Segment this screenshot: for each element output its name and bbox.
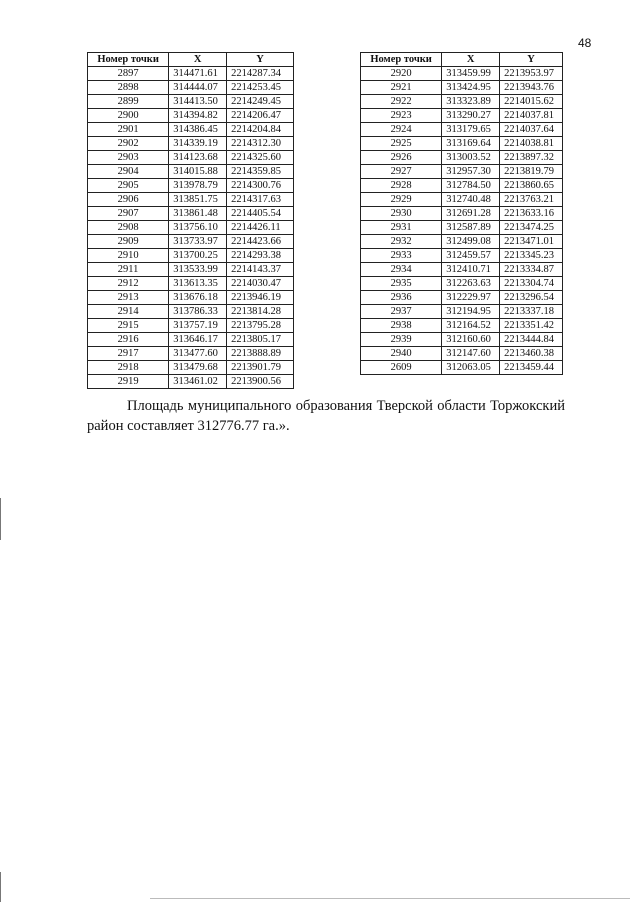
- cell-point-number: 2919: [88, 375, 169, 389]
- table-row: [88, 221, 294, 235]
- cell-x: 312410.71: [442, 263, 500, 277]
- header-y: Y: [500, 53, 563, 67]
- table-row: [88, 361, 294, 375]
- table-row: [361, 319, 563, 333]
- cell-point-number: 2910: [88, 249, 169, 263]
- table-row: [361, 291, 563, 305]
- right-table-body: [361, 67, 563, 375]
- header-x: X: [169, 53, 227, 67]
- cell-x: 313477.60: [169, 347, 227, 361]
- cell-point-number: 2937: [361, 305, 442, 319]
- cell-x: 314394.82: [169, 109, 227, 123]
- cell-y: 2214325.60: [227, 151, 294, 165]
- cell-y: 2213334.87: [500, 263, 563, 277]
- table-row: [361, 67, 563, 81]
- cell-x: 313786.33: [169, 305, 227, 319]
- cell-point-number: 2897: [88, 67, 169, 81]
- cell-x: 313700.25: [169, 249, 227, 263]
- cell-x: 313861.48: [169, 207, 227, 221]
- table-row: [88, 81, 294, 95]
- cell-y: 2213860.65: [500, 179, 563, 193]
- cell-x: 313533.99: [169, 263, 227, 277]
- cell-point-number: 2921: [361, 81, 442, 95]
- cell-y: 2213819.79: [500, 165, 563, 179]
- scan-margin-mark: [0, 498, 1, 540]
- scan-margin-mark: [0, 872, 1, 902]
- table-row: [88, 319, 294, 333]
- cell-point-number: 2903: [88, 151, 169, 165]
- table-row: [361, 193, 563, 207]
- cell-point-number: 2898: [88, 81, 169, 95]
- cell-point-number: 2909: [88, 235, 169, 249]
- table-row: [361, 109, 563, 123]
- cell-x: 314471.61: [169, 67, 227, 81]
- table-row: [361, 333, 563, 347]
- cell-y: 2214287.34: [227, 67, 294, 81]
- cell-y: 2213763.21: [500, 193, 563, 207]
- cell-y: 2213345.23: [500, 249, 563, 263]
- table-row: [88, 263, 294, 277]
- cell-x: 314386.45: [169, 123, 227, 137]
- table-row: [361, 137, 563, 151]
- cell-x: 313851.75: [169, 193, 227, 207]
- cell-x: 312499.08: [442, 235, 500, 249]
- cell-y: 2214038.81: [500, 137, 563, 151]
- left-table-body: [88, 67, 294, 389]
- cell-point-number: 2931: [361, 221, 442, 235]
- cell-y: 2213900.56: [227, 375, 294, 389]
- cell-point-number: 2904: [88, 165, 169, 179]
- area-statement: [87, 396, 565, 436]
- cell-x: 313461.02: [169, 375, 227, 389]
- cell-y: 2214037.64: [500, 123, 563, 137]
- cell-y: 2214204.84: [227, 123, 294, 137]
- cell-x: 312147.60: [442, 347, 500, 361]
- cell-x: 313179.65: [442, 123, 500, 137]
- table-row: [361, 207, 563, 221]
- cell-x: 314339.19: [169, 137, 227, 151]
- header-y: Y: [227, 53, 294, 67]
- cell-point-number: 2939: [361, 333, 442, 347]
- page-number: 48: [578, 36, 592, 50]
- table-row: [361, 165, 563, 179]
- cell-x: 314015.88: [169, 165, 227, 179]
- cell-y: 2214030.47: [227, 277, 294, 291]
- cell-y: 2213943.76: [500, 81, 563, 95]
- cell-y: 2213901.79: [227, 361, 294, 375]
- cell-point-number: 2918: [88, 361, 169, 375]
- cell-x: 313978.79: [169, 179, 227, 193]
- cell-x: 313290.27: [442, 109, 500, 123]
- table-row: [361, 263, 563, 277]
- cell-x: 312740.48: [442, 193, 500, 207]
- cell-point-number: 2933: [361, 249, 442, 263]
- cell-x: 313676.18: [169, 291, 227, 305]
- cell-y: 2214359.85: [227, 165, 294, 179]
- cell-x: 313323.89: [442, 95, 500, 109]
- cell-x: 313003.52: [442, 151, 500, 165]
- table-row: [361, 221, 563, 235]
- table-row: [88, 123, 294, 137]
- header-point-number: Номер точки: [361, 53, 442, 67]
- cell-x: 314444.07: [169, 81, 227, 95]
- cell-point-number: 2911: [88, 263, 169, 277]
- table-row: [88, 151, 294, 165]
- table-row: [361, 249, 563, 263]
- cell-y: 2213351.42: [500, 319, 563, 333]
- cell-x: 312587.89: [442, 221, 500, 235]
- table-row: [88, 249, 294, 263]
- cell-y: 2214426.11: [227, 221, 294, 235]
- cell-y: 2213946.19: [227, 291, 294, 305]
- cell-x: 314413.50: [169, 95, 227, 109]
- cell-point-number: 2912: [88, 277, 169, 291]
- cell-x: 313459.99: [442, 67, 500, 81]
- cell-point-number: 2926: [361, 151, 442, 165]
- cell-point-number: 2913: [88, 291, 169, 305]
- cell-x: 314123.68: [169, 151, 227, 165]
- cell-point-number: 2922: [361, 95, 442, 109]
- table-header-row: [88, 53, 294, 67]
- cell-x: 312194.95: [442, 305, 500, 319]
- table-row: [361, 179, 563, 193]
- table-row: [361, 361, 563, 375]
- cell-y: 2213795.28: [227, 319, 294, 333]
- cell-x: 313169.64: [442, 137, 500, 151]
- cell-x: 312459.57: [442, 249, 500, 263]
- table-row: [88, 347, 294, 361]
- table-row: [361, 151, 563, 165]
- cell-y: 2213897.32: [500, 151, 563, 165]
- table-row: [361, 81, 563, 95]
- cell-x: 312229.97: [442, 291, 500, 305]
- table-row: [88, 137, 294, 151]
- table-row: [88, 375, 294, 389]
- cell-point-number: 2932: [361, 235, 442, 249]
- cell-point-number: 2917: [88, 347, 169, 361]
- cell-point-number: 2905: [88, 179, 169, 193]
- cell-point-number: 2923: [361, 109, 442, 123]
- cell-point-number: 2940: [361, 347, 442, 361]
- table-row: [88, 291, 294, 305]
- cell-x: 313646.17: [169, 333, 227, 347]
- table-row: [88, 165, 294, 179]
- table-row: [88, 277, 294, 291]
- cell-y: 2213296.54: [500, 291, 563, 305]
- table-row: [88, 179, 294, 193]
- cell-x: 313733.97: [169, 235, 227, 249]
- table-header-row: [361, 53, 563, 67]
- header-point-number: Номер точки: [88, 53, 169, 67]
- cell-point-number: 2908: [88, 221, 169, 235]
- cell-point-number: 2916: [88, 333, 169, 347]
- cell-y: 2214293.38: [227, 249, 294, 263]
- table-row: [88, 333, 294, 347]
- cell-x: 312957.30: [442, 165, 500, 179]
- cell-y: 2213471.01: [500, 235, 563, 249]
- cell-y: 2214423.66: [227, 235, 294, 249]
- cell-y: 2214015.62: [500, 95, 563, 109]
- cell-x: 313479.68: [169, 361, 227, 375]
- cell-y: 2213888.89: [227, 347, 294, 361]
- cell-x: 313424.95: [442, 81, 500, 95]
- cell-y: 2213814.28: [227, 305, 294, 319]
- cell-y: 2213460.38: [500, 347, 563, 361]
- cell-y: 2213444.84: [500, 333, 563, 347]
- cell-point-number: 2899: [88, 95, 169, 109]
- area-statement-text: Площадь муниципального образования Тверской области Торжокский район составляет 312776.77 га.».: [87, 398, 565, 434]
- cell-point-number: 2920: [361, 67, 442, 81]
- cell-point-number: 2925: [361, 137, 442, 151]
- header-x: X: [442, 53, 500, 67]
- cell-x: 312160.60: [442, 333, 500, 347]
- table-row: [361, 305, 563, 319]
- table-row: [361, 95, 563, 109]
- table-row: [361, 277, 563, 291]
- cell-x: 312263.63: [442, 277, 500, 291]
- cell-x: 313613.35: [169, 277, 227, 291]
- cell-y: 2213805.17: [227, 333, 294, 347]
- cell-point-number: 2938: [361, 319, 442, 333]
- coordinates-table-left: [87, 52, 294, 389]
- cell-x: 313757.19: [169, 319, 227, 333]
- table-row: [88, 67, 294, 81]
- scan-bottom-line: [150, 898, 630, 899]
- table-row: [361, 347, 563, 361]
- cell-point-number: 2609: [361, 361, 442, 375]
- cell-y: 2214312.30: [227, 137, 294, 151]
- cell-point-number: 2927: [361, 165, 442, 179]
- table-row: [88, 95, 294, 109]
- cell-point-number: 2928: [361, 179, 442, 193]
- cell-point-number: 2900: [88, 109, 169, 123]
- cell-y: 2214249.45: [227, 95, 294, 109]
- cell-point-number: 2929: [361, 193, 442, 207]
- cell-y: 2214143.37: [227, 263, 294, 277]
- cell-y: 2213304.74: [500, 277, 563, 291]
- cell-point-number: 2901: [88, 123, 169, 137]
- cell-y: 2214253.45: [227, 81, 294, 95]
- table-row: [361, 123, 563, 137]
- table-row: [361, 235, 563, 249]
- cell-y: 2213337.18: [500, 305, 563, 319]
- cell-x: 312691.28: [442, 207, 500, 221]
- cell-point-number: 2914: [88, 305, 169, 319]
- cell-point-number: 2915: [88, 319, 169, 333]
- cell-y: 2214206.47: [227, 109, 294, 123]
- cell-y: 2213459.44: [500, 361, 563, 375]
- cell-point-number: 2930: [361, 207, 442, 221]
- table-row: [88, 305, 294, 319]
- cell-x: 313756.10: [169, 221, 227, 235]
- table-row: [88, 235, 294, 249]
- cell-point-number: 2934: [361, 263, 442, 277]
- cell-y: 2213633.16: [500, 207, 563, 221]
- cell-y: 2213953.97: [500, 67, 563, 81]
- cell-y: 2214317.63: [227, 193, 294, 207]
- cell-point-number: 2902: [88, 137, 169, 151]
- table-row: [88, 193, 294, 207]
- cell-x: 312164.52: [442, 319, 500, 333]
- cell-point-number: 2935: [361, 277, 442, 291]
- cell-y: 2214300.76: [227, 179, 294, 193]
- cell-x: 312784.50: [442, 179, 500, 193]
- cell-y: 2214037.81: [500, 109, 563, 123]
- table-row: [88, 207, 294, 221]
- cell-point-number: 2936: [361, 291, 442, 305]
- cell-point-number: 2924: [361, 123, 442, 137]
- cell-y: 2213474.25: [500, 221, 563, 235]
- table-row: [88, 109, 294, 123]
- cell-point-number: 2906: [88, 193, 169, 207]
- coordinates-table-right: [360, 52, 563, 375]
- cell-point-number: 2907: [88, 207, 169, 221]
- cell-y: 2214405.54: [227, 207, 294, 221]
- cell-x: 312063.05: [442, 361, 500, 375]
